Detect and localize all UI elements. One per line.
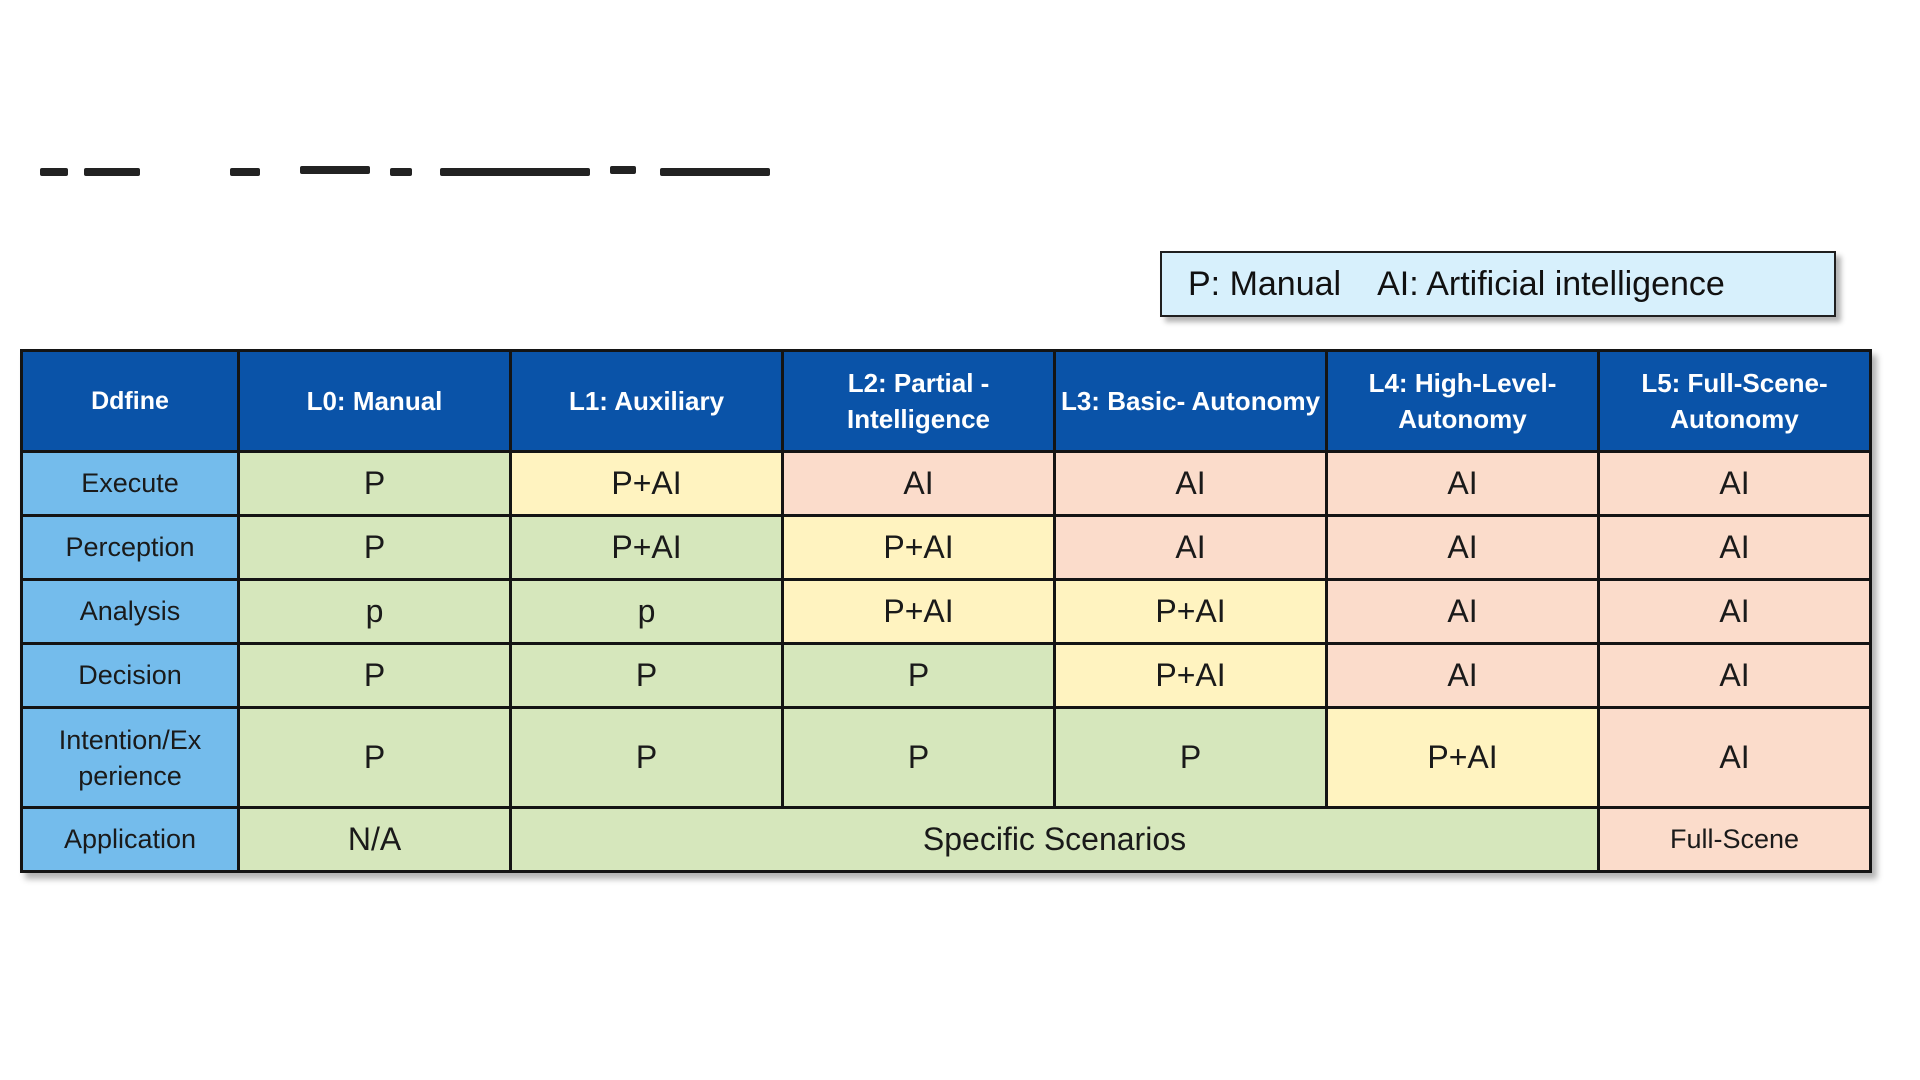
table-cell: P [511, 644, 783, 708]
table-row-perception [22, 516, 1871, 580]
table-cell: AI [1599, 644, 1871, 708]
header-row [22, 351, 1871, 452]
table-cell: p [511, 580, 783, 644]
table-cell: P+AI [511, 452, 783, 516]
table-row-intention [22, 708, 1871, 808]
table-row-decision [22, 644, 1871, 708]
level-header-l0: L0: Manual [239, 351, 511, 452]
table-row-execute [22, 452, 1871, 516]
row-label: Application [22, 808, 239, 872]
cropped-text-line [10, 152, 770, 178]
table-cell: AI [1599, 708, 1871, 808]
table-row-application [22, 808, 1871, 872]
table-cell: P [239, 708, 511, 808]
table-cell: AI [1055, 516, 1327, 580]
legend-ai: AI: Artificial intelligence [1377, 264, 1725, 303]
table-cell: AI [783, 452, 1055, 516]
table-cell: P [239, 516, 511, 580]
table-cell: p [239, 580, 511, 644]
row-label: Intention/Ex perience [22, 708, 239, 808]
table-cell: P+AI [1327, 708, 1599, 808]
table-cell: P+AI [783, 580, 1055, 644]
table-cell: AI [1599, 580, 1871, 644]
table-cell: P+AI [783, 516, 1055, 580]
level-header-l3: L3: Basic- Autonomy [1055, 351, 1327, 452]
table-cell: AI [1599, 452, 1871, 516]
row-label: Decision [22, 644, 239, 708]
level-header-l1: L1: Auxiliary [511, 351, 783, 452]
level-header-l2: L2: Partial - Intelligence [783, 351, 1055, 452]
table-cell: P+AI [1055, 644, 1327, 708]
table-cell: AI [1327, 516, 1599, 580]
table-cell: AI [1327, 644, 1599, 708]
table-cell: P+AI [1055, 580, 1327, 644]
table-cell-full-scene: Full-Scene [1599, 808, 1871, 872]
table-cell: AI [1327, 580, 1599, 644]
legend-manual: P: Manual [1188, 264, 1342, 303]
autonomy-levels-table [20, 349, 1872, 873]
table-cell: P [783, 644, 1055, 708]
table-cell: AI [1055, 452, 1327, 516]
table-cell: AI [1327, 452, 1599, 516]
level-header-l5: L5: Full-Scene- Autonomy [1599, 351, 1871, 452]
level-header-l4: L4: High-Level- Autonomy [1327, 351, 1599, 452]
table-row-analysis [22, 580, 1871, 644]
row-label: Execute [22, 452, 239, 516]
row-label: Analysis [22, 580, 239, 644]
table-cell: P [239, 452, 511, 516]
table-cell-l0-na: N/A [239, 808, 511, 872]
table-cell: P [239, 644, 511, 708]
table-cell: P [1055, 708, 1327, 808]
legend-box [1160, 251, 1836, 317]
table-cell: P [783, 708, 1055, 808]
table-cell-specific-scenarios: Specific Scenarios [511, 808, 1599, 872]
row-label: Perception [22, 516, 239, 580]
table-cell: AI [1599, 516, 1871, 580]
table-cell: P+AI [511, 516, 783, 580]
corner-header: Ddfine [22, 351, 239, 452]
table-cell: P [511, 708, 783, 808]
